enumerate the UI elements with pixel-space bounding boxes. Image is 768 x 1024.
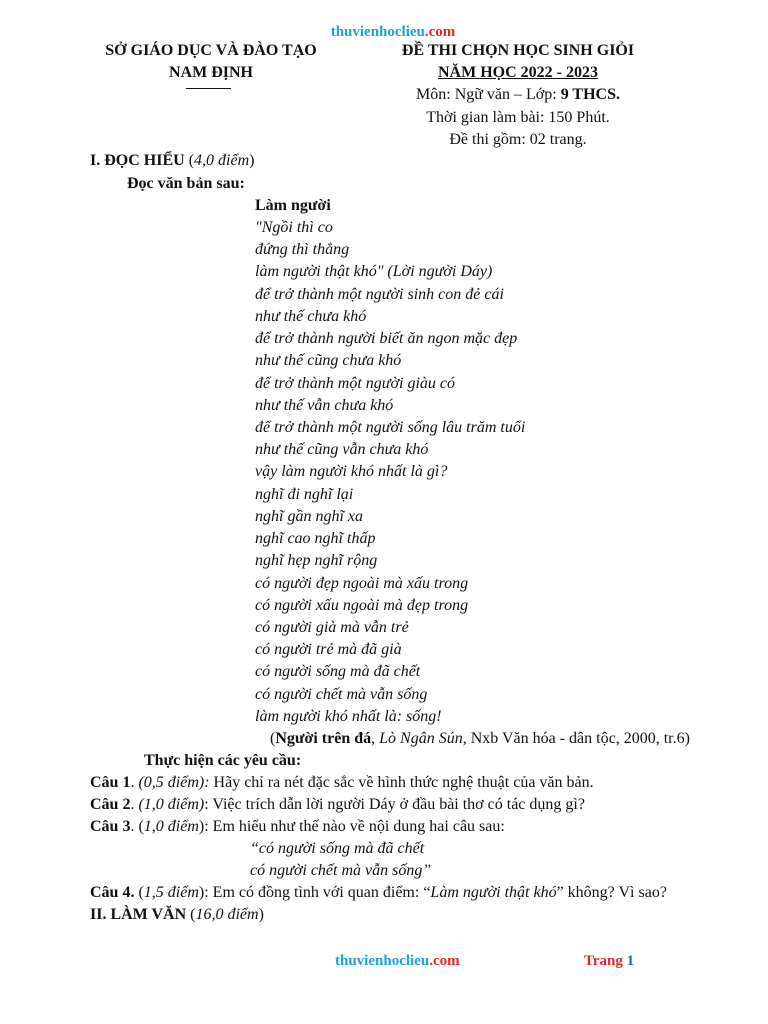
question-3-quote-line-2: có người chết mà vẫn sống” [250,862,432,879]
poem-title: Làm người [255,197,331,214]
site-name: thuvienhoclieu [330,24,425,40]
poem-line: có người chết mà vẫn sống [255,686,428,703]
poem-line: như thế cũng chưa khó [255,352,402,369]
poem-line: đứng thì thẳng [255,241,350,258]
question-4: Câu 4. (1,5 điểm): Em có đồng tình với quan điểm: “Làm người thật khó” không? Vì sao? [90,884,667,901]
school-year: NĂM HỌC 2022 - 2023 [438,64,598,81]
poem-line: vậy làm người khó nhất là gì? [255,463,448,480]
question-3-quote-line-1: “có người sống mà đã chết [250,840,425,857]
poem-line: như thế chưa khó [255,308,367,325]
page-number: 1 [626,953,635,969]
poem-line: làm người khó nhất là: sống! [255,708,442,725]
page-word: Trang [584,953,623,969]
exam-title: ĐỀ THI CHỌN HỌC SINH GIỎI [401,42,635,59]
poem-line: để trở thành một người sinh con đẻ cái [255,286,504,303]
section-1-heading: I. ĐỌC HIỂU (4,0 điểm) [90,152,255,169]
poem-line: làm người thật khó" (Lời người Dáy) [255,263,493,280]
site-tld: .com [424,24,456,40]
header-divider [186,88,231,89]
section-2-heading: II. LÀM VĂN (16,0 điểm) [90,906,264,923]
poem-line: như thế cũng vẫn chưa khó [255,441,429,458]
subject-line: Môn: Ngữ văn – Lớp: 9 THCS. [416,86,620,103]
province-name: NAM ĐỊNH [169,64,253,81]
reading-instruction: Đọc văn bản sau: [127,175,245,192]
poem-line: để trở thành một người giàu có [255,375,456,392]
exam-duration: Thời gian làm bài: 150 Phút. [426,109,610,126]
poem-line: có người sống mà đã chết [255,663,421,680]
page-indicator [584,950,634,972]
footer-site-logo[interactable]: thuvienhoclieu.com [335,953,460,969]
tasks-heading: Thực hiện các yêu cầu: [144,752,302,769]
poem-line: để trở thành người biết ăn ngon mặc đẹp [255,330,518,347]
poem-line: nghĩ hẹp nghĩ rộng [255,552,378,569]
poem-line: nghĩ gần nghĩ xa [255,508,363,525]
question-1: Câu 1. (0,5 điểm): Hãy chỉ ra nét đặc sắc về hình thức nghệ thuật của văn bản. [90,774,594,791]
poem-line: có người trẻ mà đã già [255,641,402,658]
question-3: Câu 3. (1,0 điểm): Em hiểu như thế nào về nội dung hai câu sau: [90,818,505,835]
poem-line: như thế vẫn chưa khó [255,397,394,414]
department-name: SỞ GIÁO DỤC VÀ ĐÀO TẠO [105,42,317,59]
poem-line: "Ngồi thì co [255,219,333,236]
poem-line: nghĩ cao nghĩ thấp [255,530,376,547]
poem-line: để trở thành một người sống lâu trăm tuổi [255,419,526,436]
poem-line: có người già mà vẫn trẻ [255,619,409,636]
poem-line: có người xấu ngoài mà đẹp trong [255,597,469,614]
poem-line: nghĩ đi nghĩ lại [255,486,354,503]
poem-line: có người đẹp ngoài mà xấu trong [255,575,469,592]
question-2: Câu 2. (1,0 điểm): Việc trích dẫn lời người Dáy ở đầu bài thơ có tác dụng gì? [90,796,585,813]
poem-source: (Người trên đá, Lò Ngân Sún, Nxb Văn hóa - dân tộc, 2000, tr.6) [270,730,690,747]
exam-page-count: Đề thi gồm: 02 trang. [449,131,587,148]
